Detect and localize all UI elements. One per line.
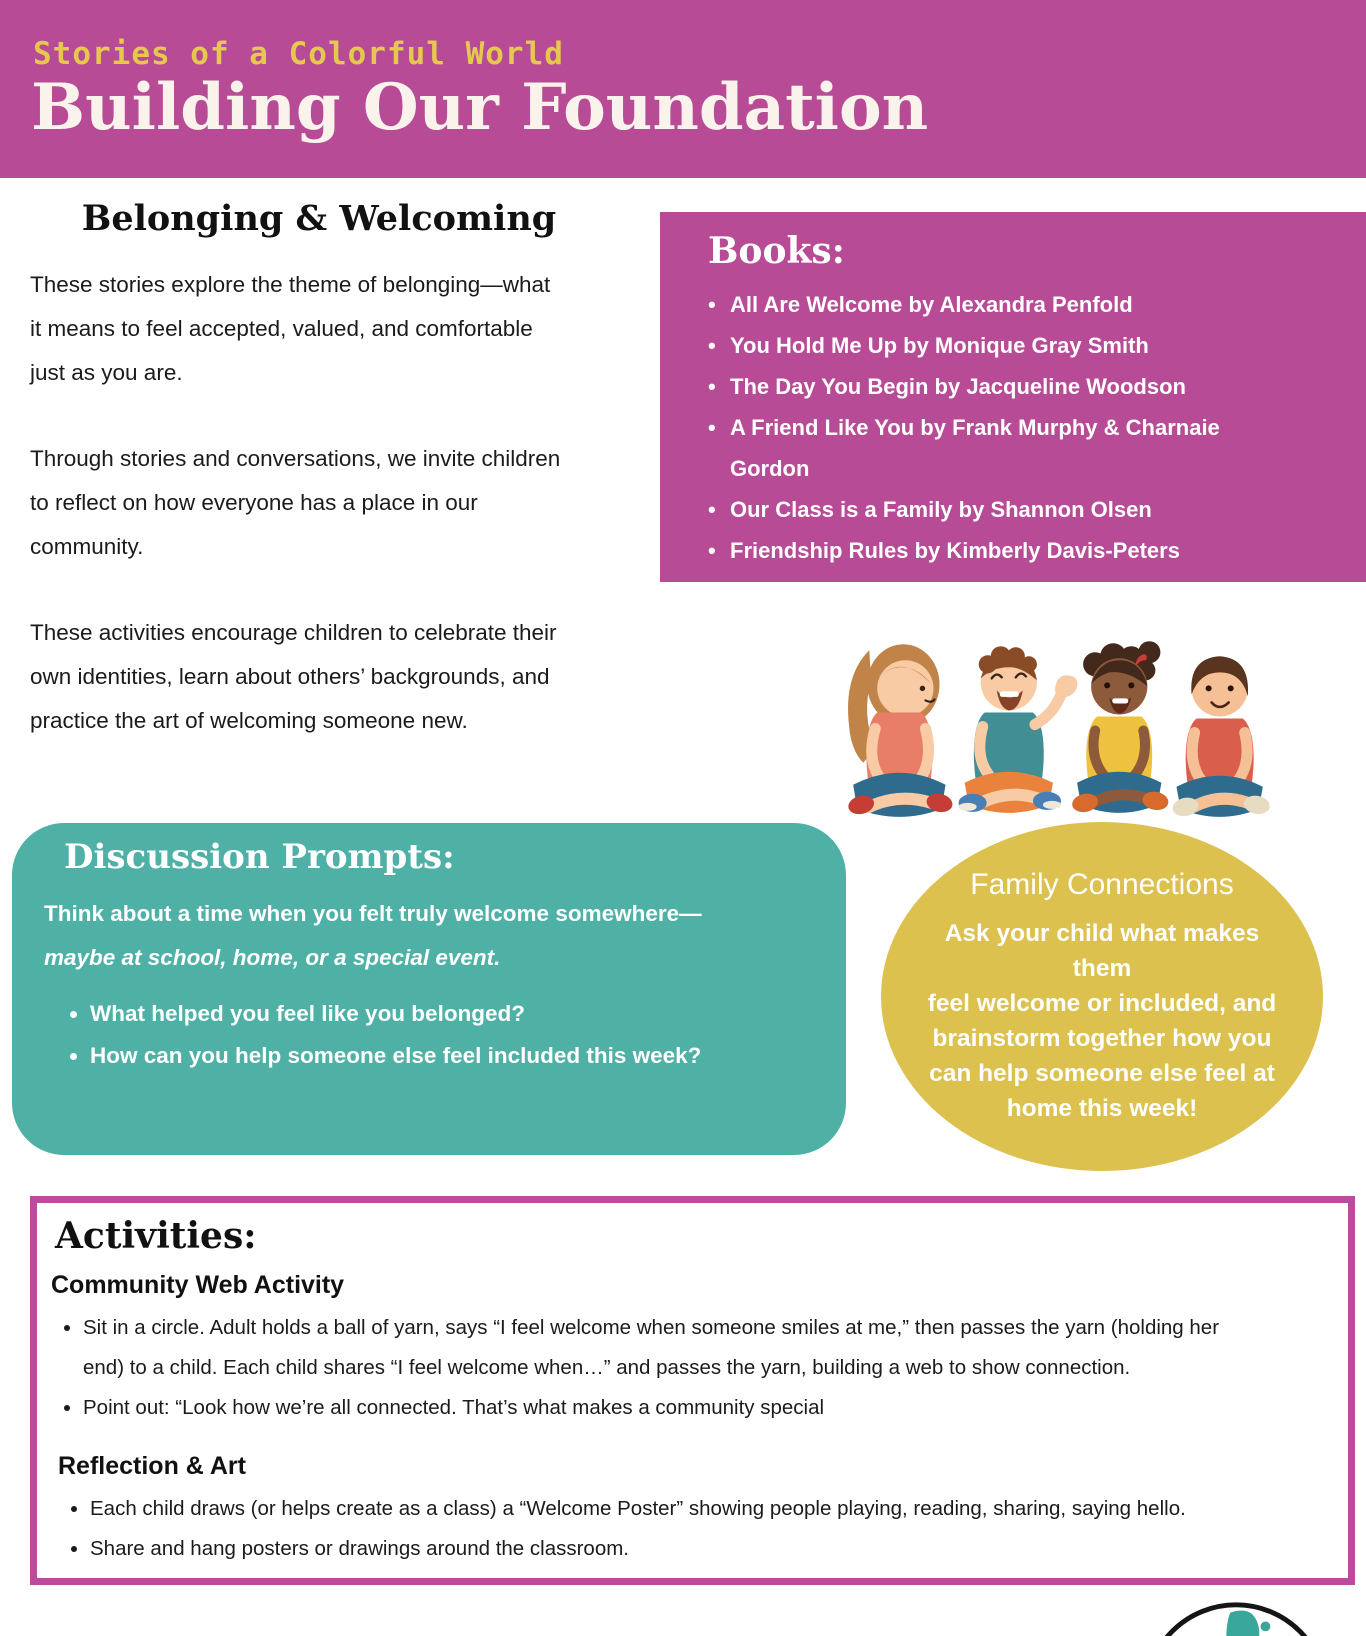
activities-title: Activities: bbox=[55, 1215, 257, 1257]
intro-paragraph bbox=[30, 611, 608, 743]
intro-text-line: Through stories and conversations, we invite children bbox=[30, 446, 561, 471]
book-item: • Friendship Rules by Kimberly Davis-Peters bbox=[730, 530, 1275, 571]
discussion-title: Discussion Prompts: bbox=[64, 837, 455, 877]
intro-text-line: it means to feel accepted, valued, and comfortable bbox=[30, 316, 533, 341]
activity-bullet-list bbox=[56, 1489, 1322, 1569]
intro-text-line: community. bbox=[30, 534, 144, 559]
activity-bullet bbox=[83, 1308, 1322, 1388]
family-text-line: Ask your child what makes them bbox=[944, 919, 1260, 982]
intro-text-line: to reflect on how everyone has a place in our bbox=[30, 490, 478, 515]
family-connections-bubble bbox=[881, 822, 1323, 1171]
intro-paragraph bbox=[30, 437, 608, 569]
activity-section-reflection-art bbox=[56, 1452, 1322, 1569]
page-title: Building Our Foundation bbox=[31, 70, 929, 145]
books-list bbox=[708, 284, 1275, 571]
activity-bullet bbox=[90, 1489, 1322, 1529]
book-item: • The Day You Begin by Jacqueline Woodson bbox=[730, 366, 1275, 407]
intro-section bbox=[30, 198, 608, 785]
activity-text-line: • Share and hang posters or drawings around the classroom. bbox=[90, 1537, 630, 1560]
family-text-line: feel welcome or included, and bbox=[927, 989, 1277, 1017]
discussion-list bbox=[64, 1001, 806, 1069]
family-text-line: brainstorm together how you bbox=[932, 1024, 1272, 1052]
intro-text-line: practice the art of welcoming someone new. bbox=[30, 708, 468, 733]
intro-text-line: own identities, learn about others’ backgrounds, and bbox=[30, 664, 550, 689]
activity-section-title: Community Web Activity bbox=[51, 1271, 345, 1299]
family-connections-title: Family Connections bbox=[970, 867, 1234, 901]
books-panel bbox=[660, 212, 1366, 582]
globe-icon bbox=[1140, 1597, 1336, 1636]
discussion-lead: Think about a time when you felt truly welcome somewhere— bbox=[44, 901, 702, 926]
discussion-lead-italic: maybe at school, home, or a special event. bbox=[44, 945, 501, 970]
activity-section-title: Reflection & Art bbox=[58, 1452, 246, 1480]
intro-paragraph bbox=[30, 263, 608, 395]
family-text-line: can help someone else feel at bbox=[929, 1059, 1275, 1087]
activity-text-line: • Point out: “Look how we’re all connected. That’s what makes a community special bbox=[83, 1396, 825, 1419]
activities-panel bbox=[30, 1196, 1355, 1585]
intro-text-line: just as you are. bbox=[30, 360, 183, 385]
book-item: • All Are Welcome by Alexandra Penfold bbox=[730, 284, 1275, 325]
globe-logo bbox=[1140, 1597, 1336, 1636]
series-kicker: Stories of a Colorful World bbox=[33, 36, 564, 72]
book-item: • Our Class is a Family by Shannon Olsen bbox=[730, 489, 1275, 530]
book-item: • You Hold Me Up by Monique Gray Smith bbox=[730, 325, 1275, 366]
family-text-line: home this week! bbox=[1006, 1094, 1198, 1122]
discussion-panel bbox=[12, 823, 846, 1155]
header-banner bbox=[0, 0, 1366, 178]
intro-title: Belonging & Welcoming bbox=[81, 198, 557, 239]
intro-text-line: These stories explore the theme of belonging—what bbox=[30, 272, 551, 297]
intro-text-line: These activities encourage children to celebrate their bbox=[30, 620, 557, 645]
children-illustration bbox=[842, 592, 1274, 838]
activity-text-line: end) to a child. Each child shares “I feel welcome when…” and passes the yarn, building a web to show connection. bbox=[83, 1356, 1131, 1379]
activity-text-line: • Each child draws (or helps create as a class) a “Welcome Poster” showing people playing, reading, sharing, saying hello. bbox=[90, 1497, 1186, 1520]
activity-text-line: • Sit in a circle. Adult holds a ball of yarn, says “I feel welcome when someone smiles at me,” then passes the yarn (holding her bbox=[83, 1316, 1220, 1339]
activity-bullet bbox=[90, 1529, 1322, 1569]
books-title: Books: bbox=[708, 230, 845, 272]
children-illustration-svg bbox=[842, 592, 1274, 838]
activity-section-community-web bbox=[49, 1271, 1322, 1428]
activity-bullet bbox=[83, 1388, 1322, 1428]
activity-bullet-list bbox=[49, 1308, 1322, 1428]
family-connections-body bbox=[919, 916, 1285, 1126]
discussion-bullet: • How can you help someone else feel included this week? bbox=[90, 1043, 806, 1069]
discussion-bullet: • What helped you feel like you belonged? bbox=[90, 1001, 806, 1027]
book-item: • A Friend Like You by Frank Murphy & Charnaie Gordon bbox=[730, 407, 1275, 489]
